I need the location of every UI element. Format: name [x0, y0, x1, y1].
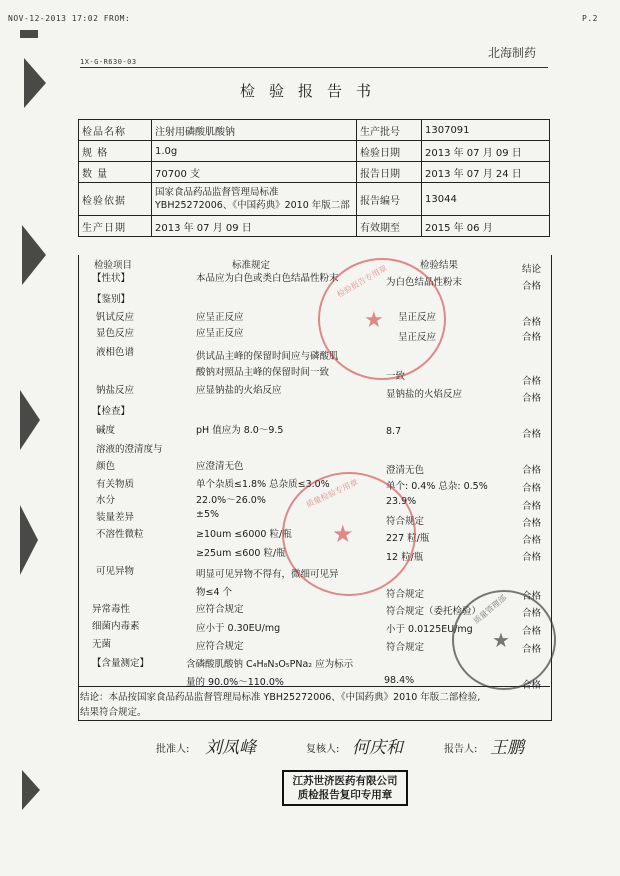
- approver-signature: 刘凤峰: [205, 738, 256, 758]
- fax-header-page: P.2: [582, 14, 598, 23]
- row-verdict: 合格: [522, 680, 542, 691]
- mfg-label: 生产日期: [79, 216, 152, 237]
- row-verdict: 合格: [522, 644, 542, 655]
- test-date-value: 2013 年 07 月 09 日: [422, 141, 550, 162]
- expiry-label: 有效期至: [357, 216, 422, 237]
- row-item: 【鉴别】: [92, 294, 131, 305]
- row-standard: 单个杂质≤1.8% 总杂质≤3.0%: [196, 479, 330, 490]
- row-verdict: 合格: [522, 552, 542, 563]
- row-standard: 22.0%～26.0%: [196, 495, 266, 506]
- scan-smudge: [24, 58, 46, 108]
- row-standard: pH 值应为 8.0～9.5: [196, 425, 284, 436]
- row-verdict: 合格: [522, 608, 542, 619]
- row-result: 符合规定: [386, 516, 425, 527]
- row-result: 单个: 0.4% 总杂: 0.5%: [386, 481, 488, 492]
- row-item: 【性状】: [92, 273, 131, 284]
- row-standard: 应小于 0.30EU/mg: [196, 623, 281, 634]
- row-verdict: 合格: [522, 591, 542, 602]
- row-verdict: 合格: [522, 376, 542, 387]
- row-item: 无菌: [92, 639, 112, 650]
- row-item: 细菌内毒素: [92, 621, 140, 632]
- report-date-label: 报告日期: [357, 162, 422, 183]
- row-verdict: 合格: [522, 281, 542, 292]
- product-value: 注射用磷酸肌酸钠: [152, 120, 357, 141]
- row-item: 钒试反应: [96, 312, 135, 323]
- batch-label: 生产批号: [357, 120, 422, 141]
- row-result: 23.9%: [386, 496, 417, 507]
- report-date-value: 2013 年 07 月 24 日: [422, 162, 550, 183]
- row-standard: 酸钠对照品主峰的保留时间一致: [196, 367, 330, 378]
- approver-label: 批准人:: [156, 744, 190, 755]
- batch-value: 1307091: [422, 120, 550, 141]
- mfg-value: 2013 年 07 月 09 日: [152, 216, 357, 237]
- row-item: 水分: [96, 495, 116, 506]
- company-logo: 北海制药: [488, 46, 537, 60]
- star-icon: ★: [492, 628, 510, 652]
- row-result: 为白色结晶性粉末: [386, 277, 463, 288]
- doc-code: 1X-G-R630-03: [80, 58, 137, 66]
- head-result: 检验结果: [420, 260, 459, 271]
- head-standard: 标准规定: [232, 260, 271, 271]
- row-verdict: 合格: [522, 465, 542, 476]
- product-label: 检品名称: [79, 120, 152, 141]
- header-rule: [80, 67, 548, 68]
- row-standard: 应澄清无色: [196, 461, 244, 472]
- row-item: 有关物质: [96, 479, 135, 490]
- row-item: 装量差异: [96, 512, 135, 523]
- row-standard: 物≤4 个: [196, 587, 233, 598]
- row-result: 8.7: [386, 426, 402, 437]
- report-no-value: 13044: [422, 183, 550, 216]
- red-seal-upper: [318, 258, 446, 380]
- head-verdict: 结论: [522, 264, 542, 275]
- row-item: 可见异物: [96, 566, 135, 577]
- row-result: 显钠盐的火焰反应: [386, 389, 463, 400]
- seal-text: 质量管理部: [471, 593, 509, 626]
- tester-signature: 王鹏: [490, 738, 524, 758]
- qty-label: 数 量: [79, 162, 152, 183]
- conclusion-line-2: 结果符合规定。: [80, 707, 147, 718]
- row-standard: 量的 90.0%～110.0%: [186, 677, 284, 688]
- row-standard: 应符合规定: [196, 604, 244, 615]
- page-title: 检验报告书: [240, 82, 386, 100]
- spec-value: 1.0g: [152, 141, 357, 162]
- black-seal-right: [452, 590, 556, 690]
- row-verdict: 合格: [522, 317, 542, 328]
- row-result: 符合规定: [386, 642, 425, 653]
- copy-stamp: [282, 770, 408, 806]
- row-standard: 应显钠盐的火焰反应: [196, 385, 282, 396]
- conclusion-line-1: 结论：本品按国家食品药品监督管理局标准 YBH25272006、《中国药典》2010 年版二部检验,: [80, 692, 481, 703]
- row-verdict: 合格: [522, 332, 542, 343]
- report-no-label: 报告编号: [357, 183, 422, 216]
- reviewer-signature: 何庆和: [352, 738, 403, 758]
- star-icon: ★: [364, 308, 384, 333]
- row-item: 【检查】: [92, 406, 131, 417]
- row-standard: ≥25um ≤600 粒/瓶: [196, 548, 286, 559]
- test-date-label: 检验日期: [357, 141, 422, 162]
- row-verdict: 合格: [522, 518, 542, 529]
- scan-smudge: [20, 390, 40, 450]
- stamp-line-2: 质检报告复印专用章: [297, 789, 393, 801]
- row-item: 溶液的澄清度与: [96, 444, 163, 455]
- row-result: 小于 0.0125EU/mg: [386, 624, 473, 635]
- row-standard: 应呈正反应: [196, 328, 244, 339]
- row-result: 12 粒/瓶: [386, 552, 424, 563]
- row-standard: 本品应为白色或类白色结晶性粉末: [196, 273, 339, 284]
- row-item: 钠盐反应: [96, 385, 135, 396]
- head-item: 检验项目: [94, 260, 133, 271]
- row-standard: 供试品主峰的保留时间应与磷酸肌: [196, 351, 339, 362]
- row-standard: 明显可见异物不得有，微细可见异: [196, 569, 339, 580]
- row-item: 异常毒性: [92, 604, 131, 615]
- row-item: 碱度: [96, 425, 116, 436]
- row-result: 澄清无色: [386, 465, 425, 476]
- row-item: 不溶性微粒: [96, 529, 144, 540]
- seal-text: 检验报告专用章: [335, 263, 389, 300]
- row-verdict: 合格: [522, 626, 542, 637]
- row-standard: 应符合规定: [196, 641, 244, 652]
- row-item: 颜色: [96, 461, 116, 472]
- row-result: 一致: [386, 371, 406, 382]
- row-verdict: 合格: [522, 429, 542, 440]
- row-item: 液相色谱: [96, 347, 135, 358]
- stamp-line-1: 江苏世济医药有限公司: [292, 775, 398, 787]
- spec-label: 规 格: [79, 141, 152, 162]
- row-result: 符合规定（委托检验）: [386, 606, 482, 617]
- row-result: 符合规定: [386, 589, 425, 600]
- row-standard: 应呈正反应: [196, 312, 244, 323]
- fax-header-left: NOV-12-2013 17:02 FROM:: [8, 14, 131, 23]
- row-result: 呈正反应: [398, 312, 437, 323]
- row-standard: 含磷酸肌酸钠 C₄H₈N₃O₅PNa₂ 应为标示: [186, 659, 354, 670]
- row-item: 显色反应: [96, 328, 135, 339]
- seal-text: 质量检验专用章: [304, 477, 360, 510]
- row-result: 98.4%: [384, 675, 415, 686]
- scan-smudge: [22, 770, 40, 810]
- row-verdict: 合格: [522, 501, 542, 512]
- red-seal-lower: [282, 472, 416, 596]
- row-verdict: 合格: [522, 393, 542, 404]
- qty-value: 70700 支: [152, 162, 357, 183]
- row-verdict: 合格: [522, 535, 542, 546]
- basis-label: 检验依据: [79, 183, 152, 216]
- row-result: 227 粒/瓶: [386, 533, 430, 544]
- expiry-value: 2015 年 06 月: [422, 216, 550, 237]
- conclusion-rule: [78, 686, 550, 687]
- row-result: 呈正反应: [398, 332, 437, 343]
- basis-value: 国家食品药品监督管理局标准 YBH25272006、《中国药典》2010 年版二部: [152, 183, 357, 216]
- row-item: 【含量测定】: [92, 658, 150, 669]
- tester-label: 报告人:: [444, 744, 478, 755]
- star-icon: ★: [332, 520, 354, 548]
- reviewer-label: 复核人:: [306, 744, 340, 755]
- scan-smudge: [20, 505, 38, 575]
- row-verdict: 合格: [522, 483, 542, 494]
- row-standard: ±5%: [196, 509, 220, 520]
- row-standard: ≥10um ≤6000 粒/瓶: [196, 529, 292, 540]
- scan-smudge: [22, 225, 46, 285]
- info-table: [78, 119, 550, 237]
- scan-smudge: [20, 30, 38, 38]
